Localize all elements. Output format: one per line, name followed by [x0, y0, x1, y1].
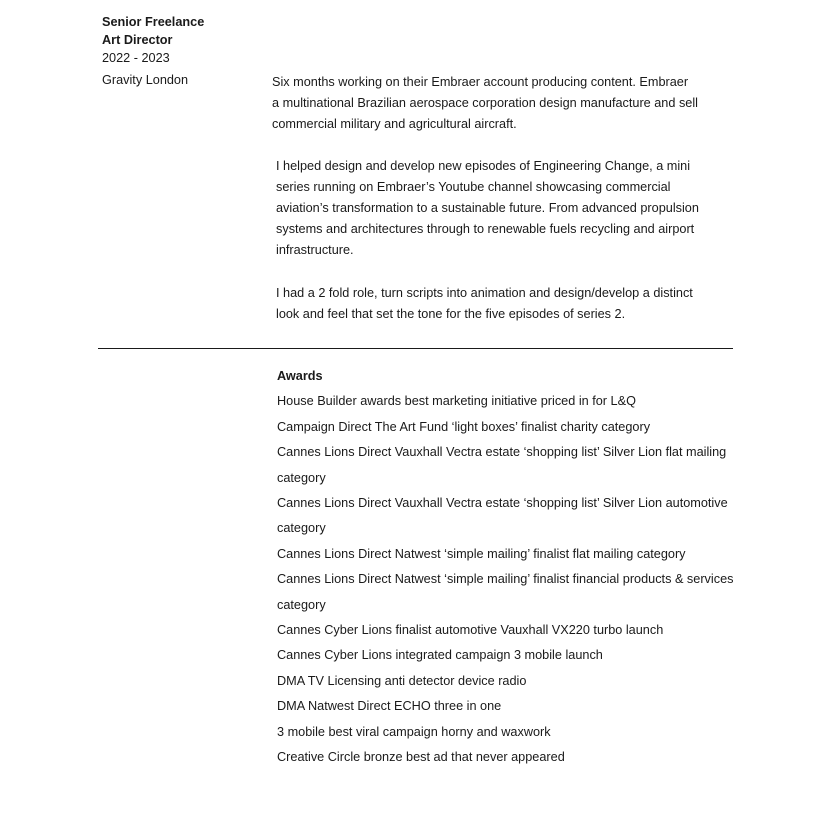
experience-paragraph-1	[272, 72, 698, 135]
award-item: Cannes Cyber Lions integrated campaign 3 mobile launch	[277, 648, 603, 663]
paragraph-line: I had a 2 fold role, turn scripts into animation and design/develop a distinct	[276, 286, 693, 300]
paragraph-line: commercial military and agricultural aircraft.	[272, 117, 517, 131]
job-title	[102, 13, 204, 67]
award-item: House Builder awards best marketing initiative priced in for L&Q	[277, 394, 636, 409]
paragraph-line: I helped design and develop new episodes of Engineering Change, a mini	[276, 159, 691, 173]
award-item: Cannes Lions Direct Natwest ‘simple mailing’ finalist financial products & services category	[277, 572, 734, 612]
award-item: Cannes Cyber Lions finalist automotive Vauxhall VX220 turbo launch	[277, 623, 664, 638]
paragraph-line: Six months working on their Embraer account producing content. Embraer	[272, 75, 689, 89]
award-item: Cannes Lions Direct Vauxhall Vectra estate ‘shopping list’ Silver Lion automotive category	[277, 496, 728, 536]
job-title-line-1: Senior Freelance	[102, 15, 205, 29]
paragraph-line: series running on Embraer’s Youtube channel showcasing commercial	[276, 180, 671, 194]
company-name: Gravity London	[102, 73, 189, 87]
award-item: Campaign Direct The Art Fund ‘light boxes’ finalist charity category	[277, 419, 651, 434]
award-item: Creative Circle bronze best ad that never appeared	[277, 750, 565, 765]
job-title-line-2: Art Director	[102, 33, 173, 47]
section-divider	[98, 348, 733, 349]
experience-paragraph-2	[276, 156, 699, 261]
awards-heading: Awards	[277, 369, 323, 383]
award-item: DMA TV Licensing anti detector device radio	[277, 673, 527, 688]
job-period: 2022 - 2023	[102, 51, 170, 65]
award-item: 3 mobile best viral campaign horny and waxwork	[277, 724, 551, 739]
awards-section	[277, 364, 749, 771]
award-item: Cannes Lions Direct Natwest ‘simple mailing’ finalist flat mailing category	[277, 546, 686, 561]
award-item: Cannes Lions Direct Vauxhall Vectra estate ‘shopping list’ Silver Lion flat mailing category	[277, 445, 727, 485]
award-item: DMA Natwest Direct ECHO three in one	[277, 699, 502, 714]
paragraph-line: infrastructure.	[276, 243, 354, 257]
paragraph-line: systems and architectures through to renewable fuels recycling and airport	[276, 222, 695, 236]
experience-paragraph-3	[276, 283, 693, 325]
paragraph-line: aviation’s transformation to a sustainable future. From advanced propulsion	[276, 201, 699, 215]
paragraph-line: a multinational Brazilian aerospace corporation design manufacture and sell	[272, 96, 698, 110]
paragraph-line: look and feel that set the tone for the five episodes of series 2.	[276, 307, 626, 321]
